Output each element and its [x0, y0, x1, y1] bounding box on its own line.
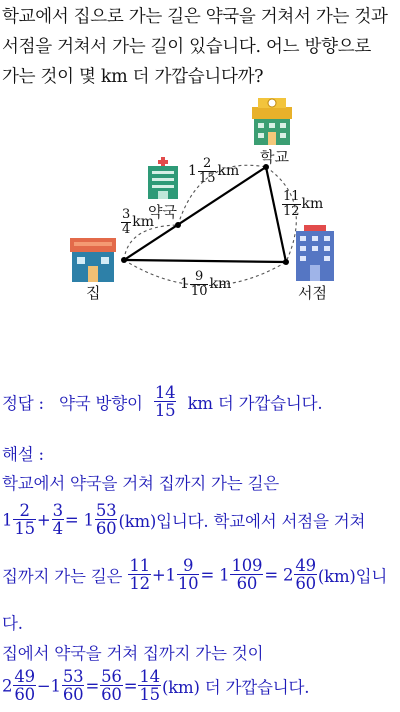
label-bookstore: 서점 — [298, 284, 327, 302]
point-bookstore — [283, 259, 289, 265]
explanation-line-2: 1 $\frac{2}{15}$ + $\frac{3}{4}$ = 1 $\frac{53}{60}$ (km)입니다. 학교에서 서점을 거쳐 — [2, 501, 366, 539]
distance-school-pharmacy: 1 $\frac{2}{15}$ km — [188, 156, 240, 186]
explanation-line-6: 2 $\frac{49}{60}$ −1 $\frac{53}{60}$ = $\frac{56}{60}$ = $\frac{14}{15}$ (km) 더 가깝습니다. — [2, 667, 310, 705]
question-line-2: 서점을 거쳐서 가는 길이 있습니다. 어느 방향으로 — [2, 37, 371, 57]
question-line-3: 가는 것이 몇 km 더 가깝습니다까? — [2, 67, 264, 87]
answer-after: km 더 가깝습니다. — [187, 393, 323, 413]
distance-school-bookstore: $\frac{11}{12}$ km — [283, 189, 324, 219]
point-pharmacy — [175, 222, 181, 228]
answer-line — [2, 384, 398, 420]
point-home — [121, 257, 127, 263]
explanation-line-1: 학교에서 약국을 거쳐 집까지 가는 길은 — [2, 474, 280, 493]
label-home: 집 — [86, 284, 101, 302]
explanation-line-4: 다. — [2, 614, 23, 633]
label-school: 학교 — [260, 148, 289, 166]
question-line-1: 학교에서 집으로 가는 길은 약국을 거쳐서 가는 것과 — [2, 7, 388, 27]
bookstore-icon — [296, 225, 334, 281]
route-home-bookstore — [124, 260, 286, 262]
explanation-line-3: 집까지 가는 길은 $\frac{11}{12}$ +1 $\frac{9}{10}$ = 1 $\frac{109}{60}$ = 2 $\frac{49}{60}$ (km)입니 — [2, 556, 388, 594]
answer-before: 약국 방향이 — [59, 393, 143, 413]
explanation-label: 해설 : — [2, 445, 44, 464]
distance-home-bookstore: 1 $\frac{9}{10}$ km — [180, 269, 232, 299]
home-icon — [70, 238, 116, 282]
label-pharmacy: 약국 — [148, 203, 177, 221]
pharmacy-icon — [148, 156, 178, 199]
answer-label: 정답 : — [2, 393, 44, 413]
explanation-line-5: 집에서 약국을 거쳐 집까지 가는 것이 — [2, 644, 264, 663]
school-icon — [252, 98, 292, 145]
distance-pharmacy-home: $\frac{3}{4}$ km — [122, 207, 155, 237]
answer-fraction: $\frac{14}{15}$ — [154, 383, 176, 421]
